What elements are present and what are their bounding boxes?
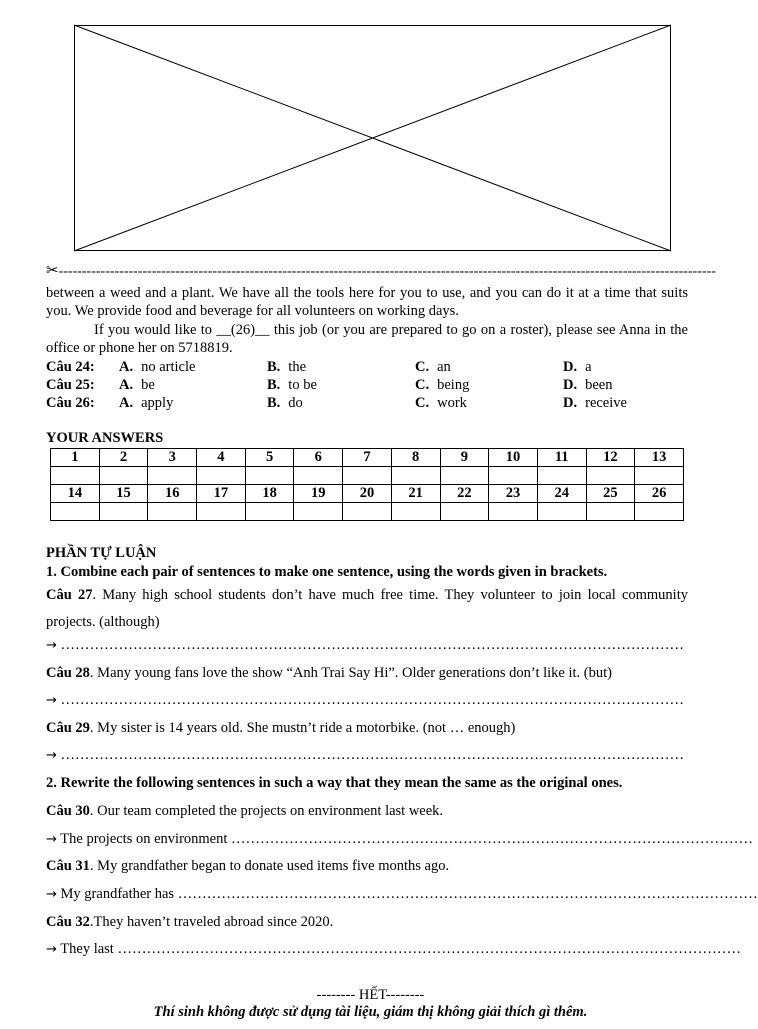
question-text: . My grandfather began to donate used items five months ago. bbox=[89, 858, 450, 874]
passage-paragraph-1: between a weed and a plant. We have all the tools here for you to use, and you can do it at a time that suits you. We provide food and beverage for all volunteers on working days. bbox=[46, 285, 688, 319]
end-marker: -------- HẾT-------- bbox=[316, 987, 425, 1003]
answer-cell[interactable] bbox=[635, 503, 684, 521]
answer-number: 20 bbox=[343, 485, 392, 503]
passage-paragraph-2: If you would like to __(26)__ this job (or you are prepared to go on a roster), please see Anna in the office or phone her on 5718819. bbox=[46, 322, 688, 356]
answer-line-29[interactable]: → ………………………………………………………………………………………………………………… bbox=[46, 747, 685, 763]
question-row bbox=[46, 394, 688, 412]
answer-blank-row bbox=[51, 503, 684, 521]
question-text: . My sister is 14 years old. She mustn’t ride a motorbike. (not … enough) bbox=[89, 720, 516, 736]
arrow-icon: → bbox=[46, 693, 57, 708]
question-label: Câu 32 bbox=[46, 914, 90, 930]
answer-number: 10 bbox=[489, 449, 538, 467]
answer-cell[interactable] bbox=[51, 467, 100, 485]
cut-line: ✂--------------------------------------------------------------------------------------------------------------------------------------------- bbox=[46, 261, 716, 279]
arrow-icon: → bbox=[46, 748, 57, 763]
part2-instruction: 2. Rewrite the following sentences in such a way that they mean the same as the original ones. bbox=[46, 775, 623, 791]
answer-cell[interactable] bbox=[99, 467, 148, 485]
part1-instruction: 1. Combine each pair of sentences to make one sentence, using the words given in brackets. bbox=[46, 564, 608, 580]
question-30 bbox=[46, 802, 688, 820]
question-27 bbox=[46, 582, 688, 636]
answer-number: 3 bbox=[148, 449, 197, 467]
answer-cell[interactable] bbox=[537, 467, 586, 485]
answer-cell[interactable] bbox=[343, 503, 392, 521]
essay-title: PHẦN TỰ LUẬN bbox=[46, 545, 157, 561]
answer-cell[interactable] bbox=[294, 503, 343, 521]
question-31 bbox=[46, 857, 688, 875]
option-a[interactable]: A. be bbox=[119, 377, 155, 393]
scissors-icon: ✂ bbox=[46, 261, 59, 279]
answer-number: 4 bbox=[197, 449, 246, 467]
answer-line-30[interactable]: → The projects on environment ……………………………………………………………………………………………… bbox=[46, 831, 754, 847]
answer-number: 8 bbox=[391, 449, 440, 467]
answer-line-28[interactable]: → ………………………………………………………………………………………………………………… bbox=[46, 692, 685, 708]
answer-cell[interactable] bbox=[440, 503, 489, 521]
answer-cell[interactable] bbox=[440, 467, 489, 485]
answer-blank-row bbox=[51, 467, 684, 485]
question-29 bbox=[46, 719, 688, 737]
answer-number: 7 bbox=[343, 449, 392, 467]
question-label: Câu 29 bbox=[46, 720, 90, 736]
answer-number: 19 bbox=[294, 485, 343, 503]
answer-cell[interactable] bbox=[51, 503, 100, 521]
answer-cell[interactable] bbox=[197, 503, 246, 521]
question-28 bbox=[46, 664, 688, 682]
answer-number: 6 bbox=[294, 449, 343, 467]
footer-note: Thí sinh không được sử dụng tài liệu, giám thị không giải thích gì thêm. bbox=[153, 1004, 588, 1020]
answer-cell[interactable] bbox=[391, 503, 440, 521]
option-c[interactable]: C. being bbox=[415, 377, 470, 393]
answer-cell[interactable] bbox=[586, 467, 635, 485]
answer-cell[interactable] bbox=[537, 503, 586, 521]
question-label: Câu 31 bbox=[46, 858, 90, 874]
answer-number: 17 bbox=[197, 485, 246, 503]
arrow-icon: → bbox=[46, 638, 57, 653]
question-row bbox=[46, 376, 688, 394]
answer-number: 11 bbox=[537, 449, 586, 467]
answer-cell[interactable] bbox=[343, 467, 392, 485]
rewrite-prompt: My grandfather has bbox=[60, 886, 175, 902]
answer-number: 22 bbox=[440, 485, 489, 503]
question-label: Câu 28 bbox=[46, 665, 90, 681]
option-a[interactable]: A. apply bbox=[119, 395, 174, 411]
arrow-icon: → bbox=[46, 942, 57, 957]
option-b[interactable]: B. to be bbox=[267, 377, 317, 393]
answer-number: 12 bbox=[586, 449, 635, 467]
question-text: . Many young fans love the show “Anh Trai Say Hi”. Older generations don’t like it. (but) bbox=[89, 665, 612, 681]
answers-title: YOUR ANSWERS bbox=[46, 430, 164, 446]
answer-cell[interactable] bbox=[489, 503, 538, 521]
rewrite-prompt: They last bbox=[60, 941, 114, 957]
answer-cell[interactable] bbox=[635, 467, 684, 485]
option-d[interactable]: D. receive bbox=[563, 395, 627, 411]
question-number: Câu 24: bbox=[46, 359, 95, 375]
rewrite-prompt: The projects on environment bbox=[60, 831, 228, 847]
answer-number: 14 bbox=[51, 485, 100, 503]
answer-cell[interactable] bbox=[294, 467, 343, 485]
answer-cell[interactable] bbox=[245, 467, 294, 485]
question-number: Câu 25: bbox=[46, 377, 95, 393]
question-label: Câu 30 bbox=[46, 803, 90, 819]
option-d[interactable]: D. a bbox=[563, 359, 592, 375]
answer-cell[interactable] bbox=[586, 503, 635, 521]
option-b[interactable]: B. do bbox=[267, 395, 303, 411]
answer-number: 13 bbox=[635, 449, 684, 467]
answer-number-row bbox=[51, 449, 684, 467]
answer-number: 18 bbox=[245, 485, 294, 503]
answer-cell[interactable] bbox=[245, 503, 294, 521]
option-c[interactable]: C. an bbox=[415, 359, 451, 375]
arrow-icon: → bbox=[46, 832, 57, 847]
question-number: Câu 26: bbox=[46, 395, 95, 411]
option-c[interactable]: C. work bbox=[415, 395, 467, 411]
answer-table bbox=[50, 448, 684, 521]
answer-line-32[interactable]: → They last ………………………………………………………………………………………………………………… bbox=[46, 941, 741, 957]
question-text: .They haven’t traveled abroad since 2020. bbox=[89, 914, 334, 930]
answer-number: 16 bbox=[148, 485, 197, 503]
answer-line-27[interactable]: → ………………………………………………………………………………………………………………… bbox=[46, 637, 685, 653]
answer-number: 26 bbox=[635, 485, 684, 503]
question-row bbox=[46, 358, 688, 376]
answer-cell[interactable] bbox=[489, 467, 538, 485]
question-32 bbox=[46, 913, 688, 931]
answer-cell[interactable] bbox=[148, 503, 197, 521]
answer-cell[interactable] bbox=[391, 467, 440, 485]
answer-number: 5 bbox=[245, 449, 294, 467]
question-text: . Our team completed the projects on environment last week. bbox=[89, 803, 444, 819]
answer-number: 1 bbox=[51, 449, 100, 467]
answer-number: 23 bbox=[489, 485, 538, 503]
answer-number: 2 bbox=[99, 449, 148, 467]
arrow-icon: → bbox=[46, 887, 57, 902]
answer-line-31[interactable]: → My grandfather has ………………………………………………………………………………………………………… bbox=[46, 886, 758, 902]
option-b[interactable]: B. the bbox=[267, 359, 307, 375]
option-d[interactable]: D. been bbox=[563, 377, 613, 393]
answer-number: 24 bbox=[537, 485, 586, 503]
question-label: Câu 27 bbox=[46, 587, 93, 603]
answer-cell[interactable] bbox=[148, 467, 197, 485]
answer-number: 21 bbox=[391, 485, 440, 503]
answer-number: 25 bbox=[586, 485, 635, 503]
image-placeholder bbox=[74, 25, 671, 251]
option-a[interactable]: A. no article bbox=[119, 359, 196, 375]
answer-number-row bbox=[51, 485, 684, 503]
answer-number: 9 bbox=[440, 449, 489, 467]
answer-cell[interactable] bbox=[99, 503, 148, 521]
answer-number: 15 bbox=[99, 485, 148, 503]
answer-cell[interactable] bbox=[197, 467, 246, 485]
question-text: . Many high school students don’t have much free time. They volunteer to join local community projects. (although) bbox=[46, 587, 688, 630]
